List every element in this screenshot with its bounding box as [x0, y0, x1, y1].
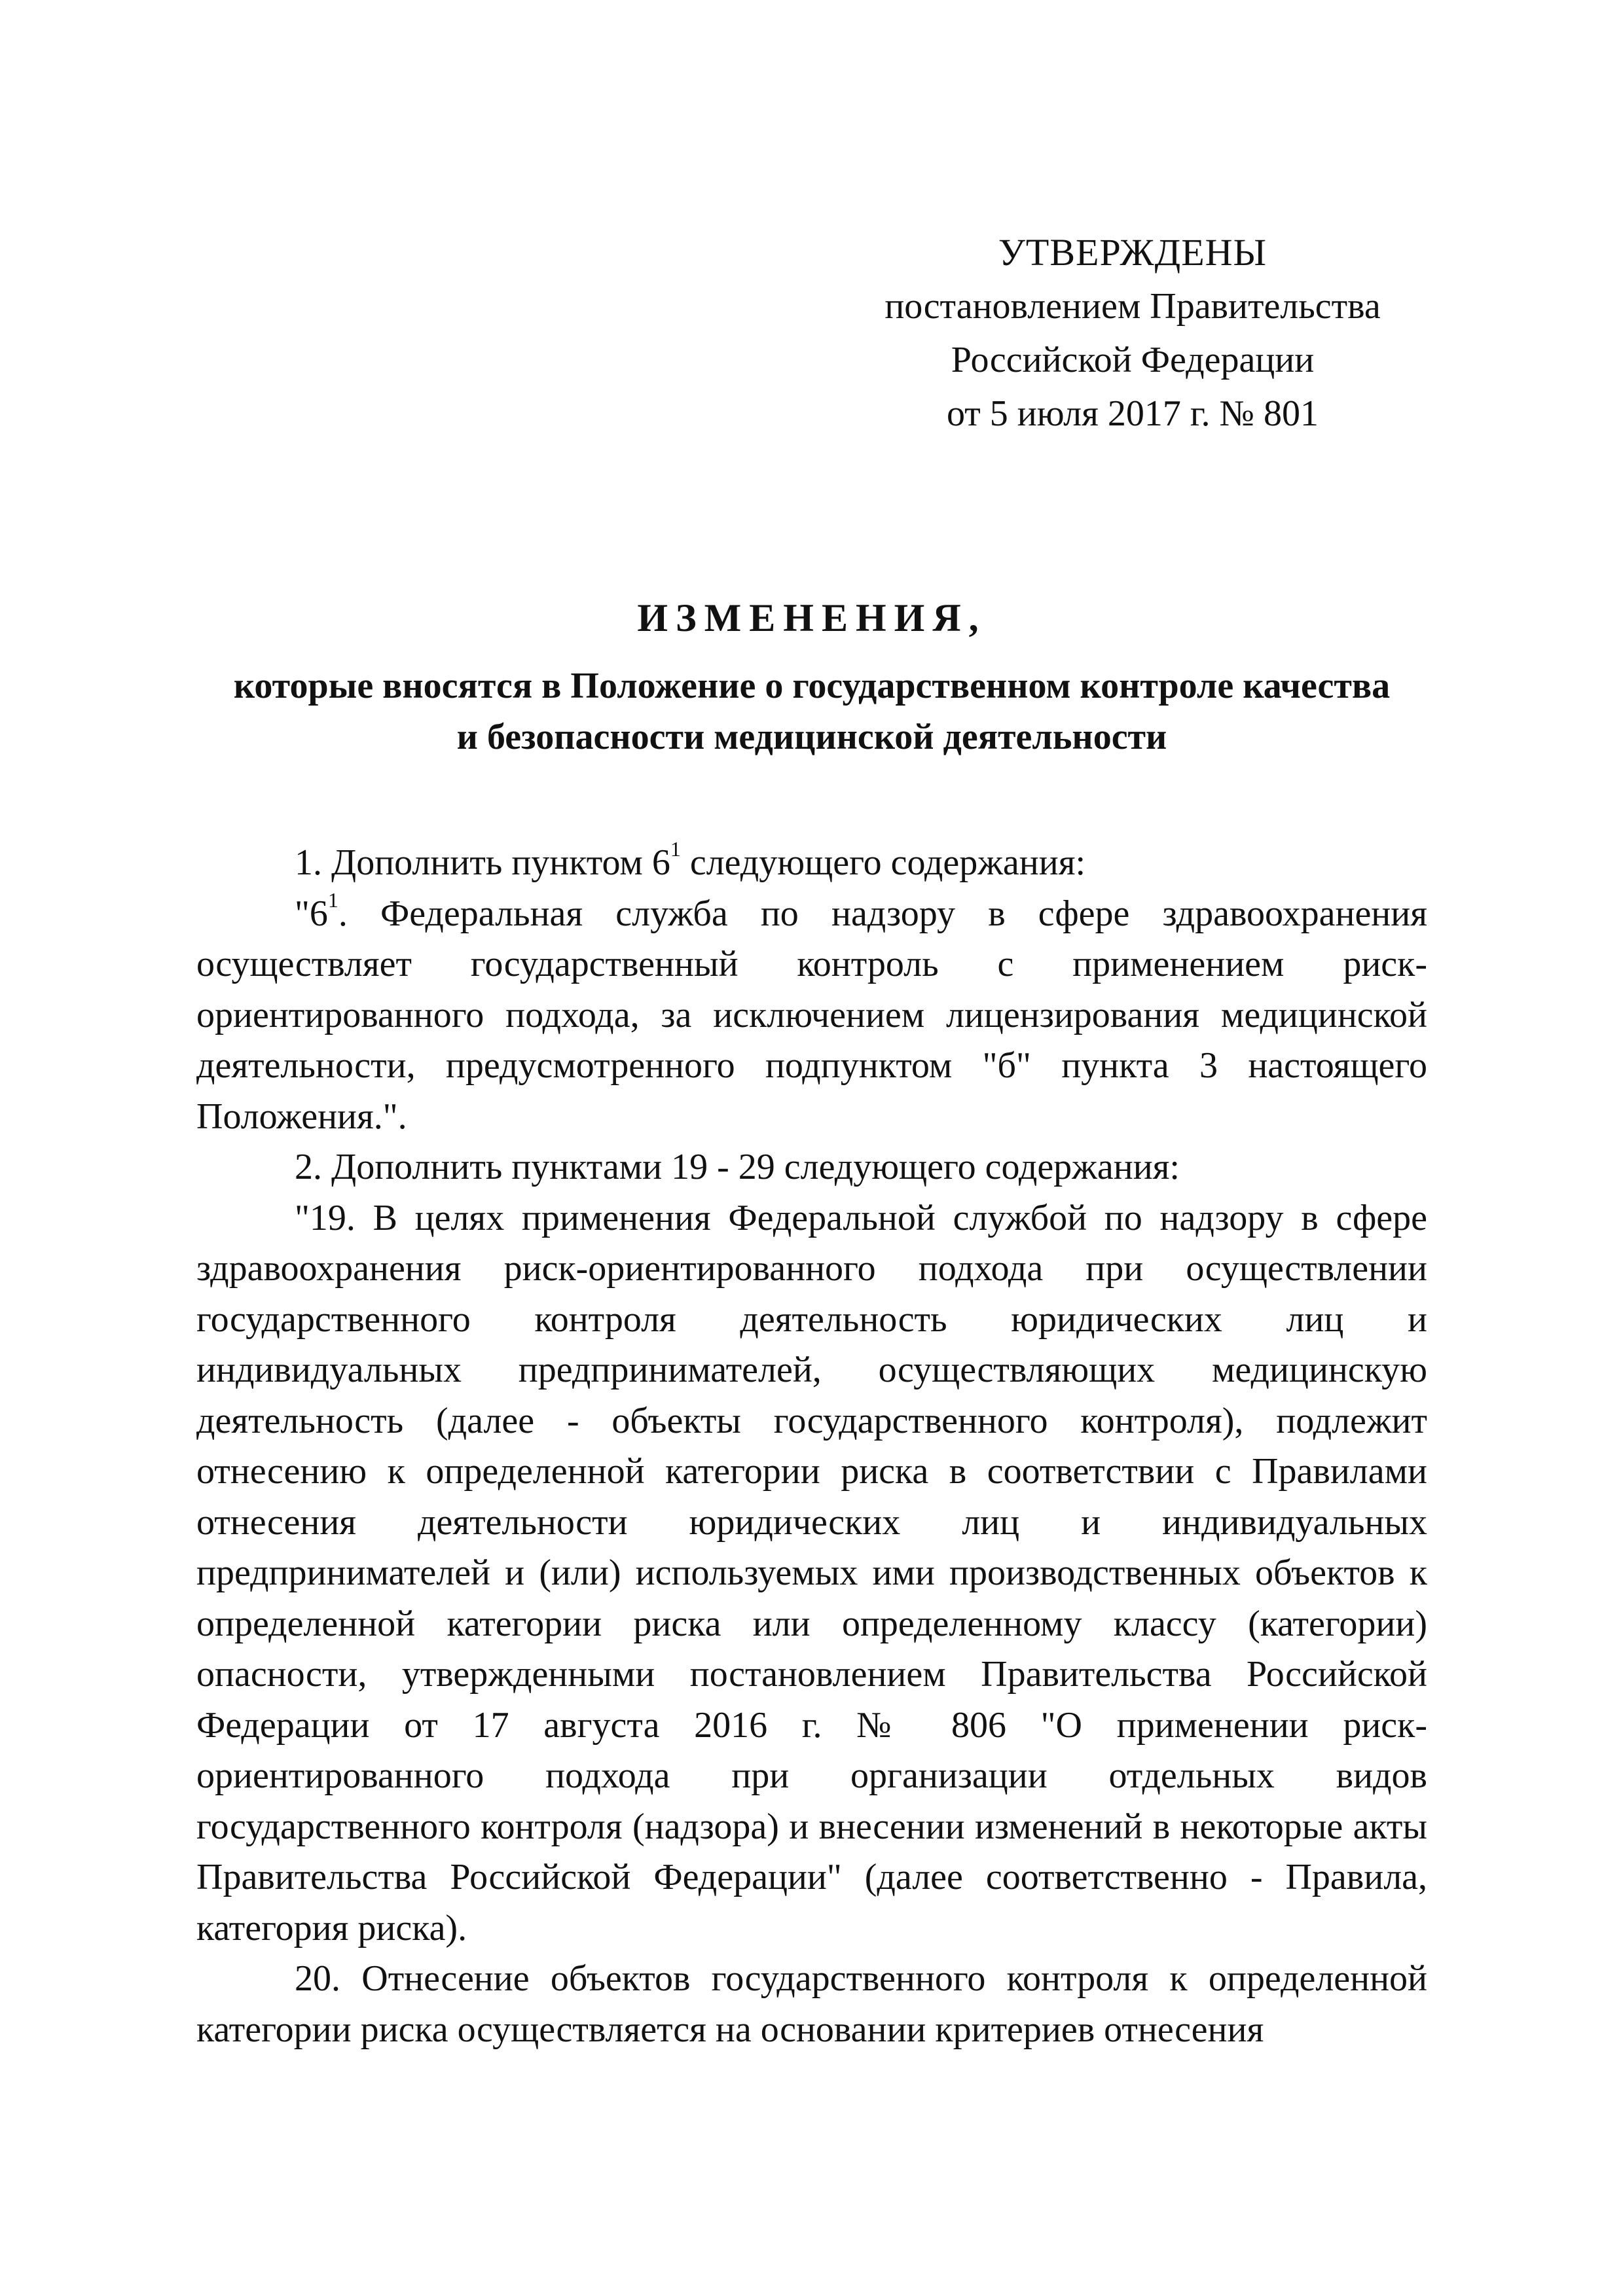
paragraph-3: 2. Дополнить пунктами 19 - 29 следующего содержания:: [295, 1147, 1180, 1187]
paragraph-1-text-a: 1. Дополнить пунктом 6: [295, 842, 670, 883]
paragraph-5: 20. Отнесение объектов государственного контроля к определенной категории риска осуществляется на основании критериев отнесения: [196, 1958, 1427, 2050]
document-title-block: [196, 592, 1427, 762]
paragraph-1: [196, 838, 1427, 889]
approval-line-federation: Российской Федерации: [951, 340, 1315, 380]
document-subtitle-line-2: и безопасности медицинской деятельности: [456, 717, 1167, 757]
paragraph-2-superscript: 1: [327, 888, 338, 912]
paragraph-1-superscript: 1: [670, 837, 681, 861]
document-subtitle-line-1: которые вносятся в Положение о государственном контроле качества: [233, 666, 1391, 706]
document-title: ИЗМЕНЕНИЯ,: [637, 596, 987, 639]
paragraph-2-text-a: "6: [295, 893, 328, 934]
paragraph-2: [196, 889, 1427, 1143]
approval-heading: УТВЕРЖДЕНЫ: [998, 231, 1267, 274]
approval-block: [845, 226, 1421, 440]
paragraph-1-text-b: следующего содержания:: [680, 842, 1086, 883]
document-body: [196, 838, 1427, 2055]
paragraph-2-text-b: . Федеральная служба по надзору в сфере здравоохранения осуществляет государственный контроль с применением риск-ориентированного подхода, за исключением лицензирования медицинской деятельности, предусмотренного подпунктом "б" пункта 3 настоящего Положения.".: [196, 893, 1427, 1137]
approval-line-date-number: от 5 июля 2017 г. № 801: [947, 393, 1319, 434]
paragraph-4: "19. В целях применения Федеральной службой по надзору в сфере здравоохранения риск-ориентированного подхода при осуществлении государственного контроля деятельность юридических лиц и индивидуальных предпринимателей, осуществляющих медицинскую деятельность (далее - объекты государственного контроля), подлежит отнесению к определенной категории риска в соответствии с Правилами отнесения деятельности юридических лиц и индивидуальных предпринимателей и (или) используемых ими производственных объектов к определенной категории риска или определенному классу (категории) опасности, утвержденными постановлением Правительства Российской Федерации от 17 августа 2016 г. № 806 "О применении риск-ориентированного подхода при организации отдельных видов государственного контроля (надзора) и внесении изменений в некоторые акты Правительства Российской Федерации" (далее соответственно - Правила, категория риска).: [196, 1197, 1427, 1948]
approval-line-decree: постановлением Правительства: [884, 286, 1381, 327]
